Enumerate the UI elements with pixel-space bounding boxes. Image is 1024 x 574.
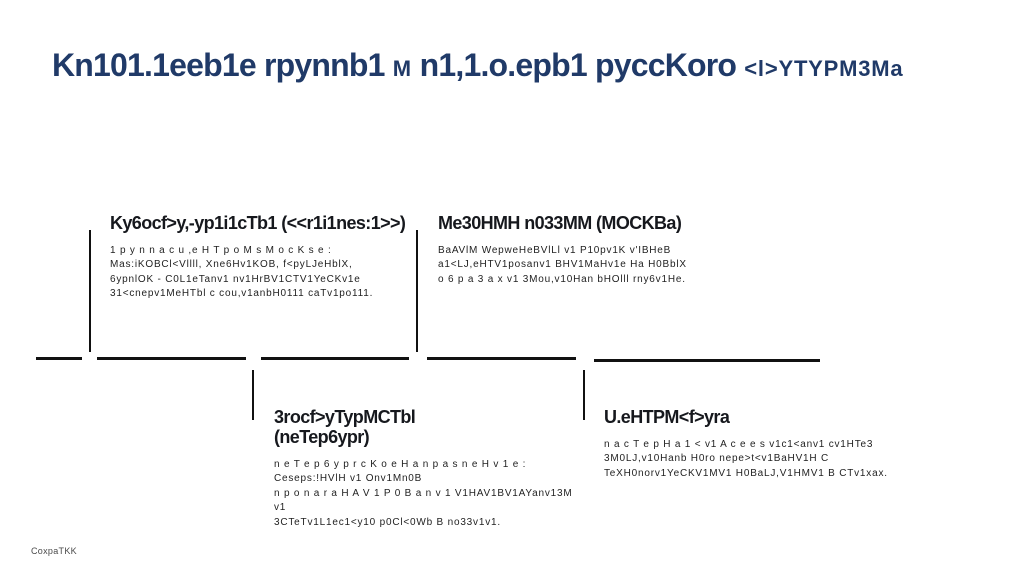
connector-top-right — [416, 230, 418, 352]
timeline-segment-1 — [36, 357, 82, 360]
block-heading: Ky6ocf>y,-yp1i1cTb1 (<<r1i1nes:1>>) — [110, 213, 406, 233]
block-ego-futurists — [274, 408, 574, 530]
timeline-segment-4 — [427, 357, 576, 360]
block-centrifuge — [604, 408, 904, 481]
block-text: n e T e p 6 y p r c K o e H a n p a s n e H v 1 e : Ceseps:!HVlH v1 Onv1Mn0B n p o n a r a H A V 1 P 0 B a n v 1 V1HAV1BV1AYanv13M v1 3CTeTv1L1ec1<y10 p0Cl<0Wb B no33v1v1. — [274, 458, 573, 528]
connector-bottom-left — [252, 370, 254, 420]
connector-top-left — [89, 230, 91, 352]
timeline-segment-3 — [261, 357, 409, 360]
block-text: 1 p y n n a c u ,e H T p o M s M o c K s e : Mas:iKOBCl<Vllll, Xne6Hv1KOB, f<pyLJeHblX, 6ypnlOK - C0L1eTanv1 nv1HrBV1CTV1YeCKv1e 31<cnepv1MeHTbl c cou,v1anbH0111 caTv1po111. — [110, 244, 374, 300]
footer-watermark: CoxpaTKK — [31, 546, 77, 556]
title-small-tail: <l>YTYPM3Ma — [744, 56, 904, 81]
block-cubo-futurism — [110, 214, 410, 302]
block-heading: U.eHTPM<f>yra — [604, 407, 730, 427]
title-main: Kn101.1eeb1e rpynnb1 — [52, 47, 385, 83]
slide-title — [52, 47, 903, 84]
block-text: BaAVlM WepweHeBVlLl v1 P10pv1K v'IBHeB a1<LJ,eHTV1posanv1 BHV1MaHv1e Ha H0BblX o 6 p a 3 a x v1 3Mou,v10Han bHOlll rny6v1He. — [438, 244, 687, 285]
timeline-segment-2 — [97, 357, 246, 360]
connector-bottom-right — [583, 370, 585, 420]
block-text: n a c T e p H a 1 < v1 A c e e s v1c1<anv1 cv1HTe3 3M0LJ,v10Hanb H0ro nepe>t<v1BaHV1H C TeXH0norv1YeCKV1MV1 H0BaLJ,V1HMV1 B CTv1xax. — [604, 438, 888, 479]
timeline-segment-5 — [594, 359, 820, 362]
title-middle: n1,1.o.epb1 pyccKoro — [419, 47, 737, 83]
block-heading: 3rocf>yTypMCTbl (neTep6ypr) — [274, 407, 416, 447]
block-heading: Me30HMH n033MM (MOCKBa) — [438, 213, 682, 233]
block-mezzanine — [438, 214, 738, 287]
title-small-m: M — [392, 56, 412, 81]
